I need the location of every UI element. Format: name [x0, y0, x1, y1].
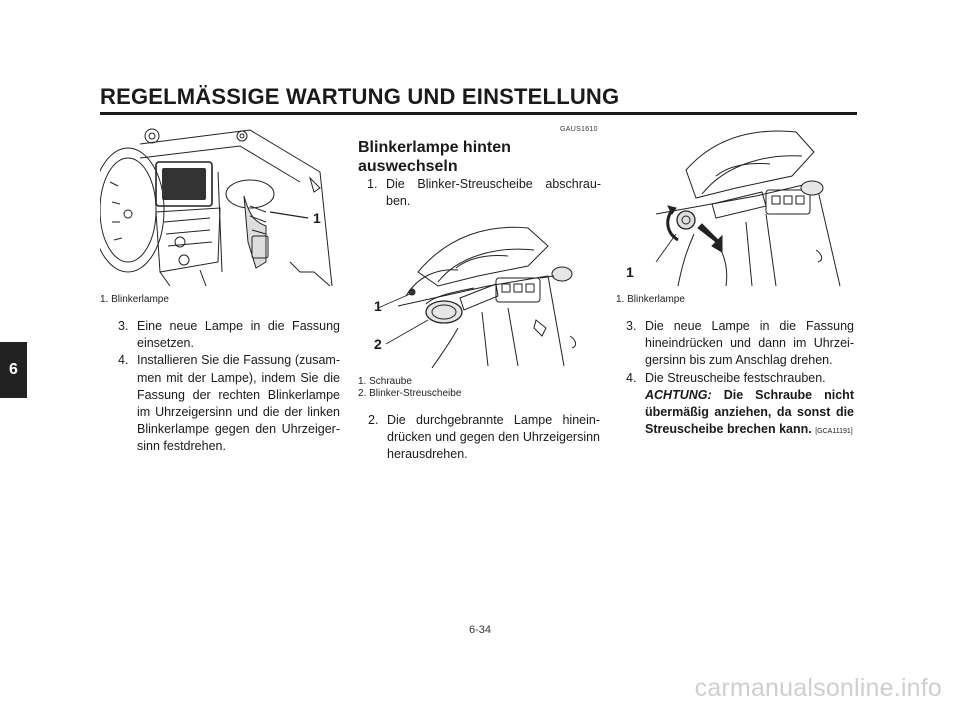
- figure-rear-blinker-lamp: [616, 122, 856, 286]
- page-header-title: REGELMÄSSIGE WARTUNG UND EINSTELLUNG: [100, 84, 620, 109]
- caption-item: 2. Blinker-Streuscheibe: [358, 388, 462, 399]
- step-text: Die durchgebrannte Lampe hineindrücken und gegen den Uhrzeigersinn herausdrehen.: [387, 413, 600, 462]
- page-number: 6-34: [468, 624, 492, 636]
- step-text: Die Streuscheibe festschrauben.: [645, 370, 826, 385]
- caption-item: 1. Blinkerlampe: [616, 294, 685, 305]
- step-text: Die Blinker-Streuscheibe abschrauben.: [386, 177, 601, 209]
- step-3: [118, 318, 340, 352]
- steps-left: [118, 318, 340, 456]
- step-number: 2.: [368, 413, 379, 427]
- step-number: 1.: [367, 177, 378, 191]
- figure-label-1: 1: [313, 210, 321, 226]
- step-1: [367, 176, 601, 210]
- caption-item: 1. Schraube: [358, 376, 412, 387]
- step-4: [118, 352, 340, 455]
- warning-text: Die Schraube nicht übermäßig anziehen, da sonst die Streuscheibe brechen kann.: [645, 387, 854, 437]
- step-number: 4.: [626, 370, 637, 385]
- watermark: carmanualsonline.info: [694, 674, 942, 702]
- figure-label-1: 1: [374, 298, 382, 314]
- step-3: [626, 318, 854, 370]
- figure-caption: [100, 294, 169, 306]
- section-code: GAUS1610: [560, 126, 598, 133]
- steps-right: [626, 318, 854, 440]
- section-title: Blinkerlampe hinten auswechseln: [358, 139, 511, 175]
- step-number: 3.: [626, 319, 637, 333]
- steps-middle-2: [368, 412, 600, 464]
- header-rule: [100, 112, 857, 115]
- warning-label: ACHTUNG:: [645, 387, 712, 402]
- figure-caption: [616, 294, 685, 306]
- figure-label-2: 2: [374, 336, 382, 352]
- step-text: Eine neue Lampe in die Fassung einsetzen.: [137, 319, 340, 351]
- chapter-tab: 6: [0, 342, 27, 398]
- steps-middle-1: [367, 176, 601, 210]
- figure-caption: [358, 376, 461, 400]
- figure-front-blinker-lamp: [100, 122, 338, 286]
- figure-label-1: 1: [626, 264, 634, 280]
- reference-code: [GCA11191]: [815, 428, 853, 436]
- step-text: Die neue Lampe in die Fassung hineindrücken und dann im Uhrzeigersinn bis zum Anschlag drehen.: [645, 319, 854, 368]
- caption-item: 1. Blinkerlampe: [100, 294, 169, 305]
- step-2: [368, 412, 600, 464]
- step-number: 3.: [118, 319, 129, 333]
- step-text: Installieren Sie die Fassung (zusammen mit der Lampe), indem Sie die Fassung der rechten Blinkerlampe im Uhrzeigersinn und die der linken Blinkerlampe gegen den Uhrzeigersinn festdrehen.: [137, 353, 340, 454]
- step-4: [626, 370, 854, 441]
- figure-rear-blinker-lens: [358, 216, 596, 368]
- step-number: 4.: [118, 353, 129, 368]
